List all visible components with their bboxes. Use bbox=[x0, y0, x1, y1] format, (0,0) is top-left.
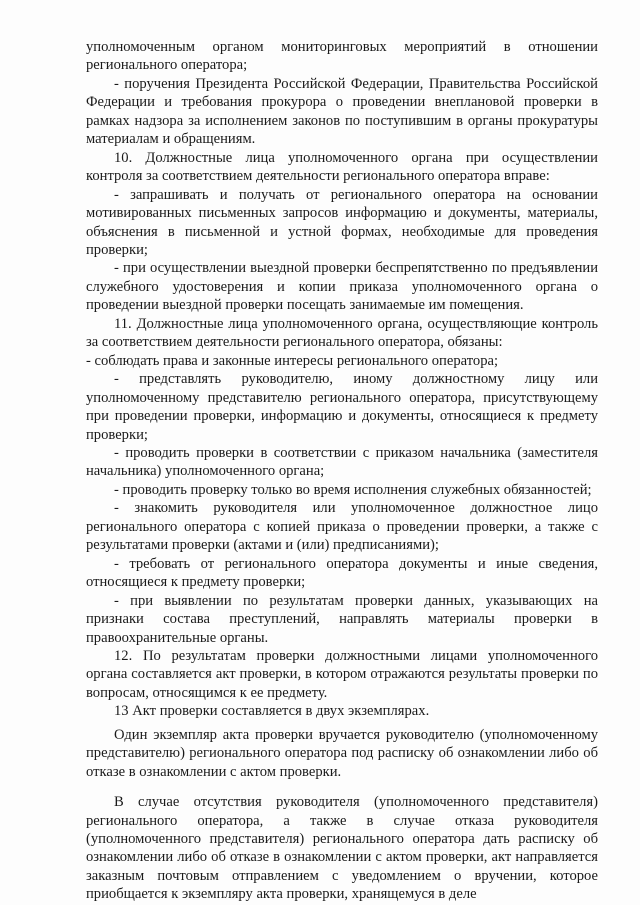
paragraph-list-item: - знакомить руководителя или уполномоченное должностное лицо регионального оператора с копией приказа о проведении проверки, а также с результатами проверки (актами и (или) предписаниями); bbox=[86, 500, 598, 554]
paragraph-list-item: - при выявлении по результатам проверки данных, указывающих на признаки состава преступлений, направлять материалы проверки в правоохранительные органы. bbox=[86, 592, 598, 646]
paragraph-act-absence: В случае отсутствия руководителя (уполномоченного представителя) регионального оператора, а также в случае отказа руководителя (уполномоченного представителя) регионального оператора дать расписку об ознакомлении либо об отказе в ознакомлении с актом проверки, акт направляется заказным почтовым отправлением с уведомлением о вручении, которое приобщается к экземпляру акта проверки, хранящемуся в деле bbox=[86, 794, 598, 903]
paragraph-list-item: - проводить проверки в соответствии с приказом начальника (заместителя начальника) уполномоченного органа; bbox=[86, 444, 598, 480]
paragraph-list-item: - представлять руководителю, иному должностному лицу или уполномоченному представителю регионального оператора, присутствующему при проведении проверки, информацию и документы, относящиеся к предмету проверки; bbox=[86, 371, 598, 443]
paragraph-list-item: - поручения Президента Российской Федерации, Правительства Российской Федерации и требования прокурора о проведении внеплановой проверки в рамках надзора за исполнением законов по поступившим в органы прокуратуры материалам и обращениям. bbox=[86, 75, 598, 148]
paragraph-list-item: - запрашивать и получать от регионального оператора на основании мотивированных письменных запросов информацию и документы, материалы, объяснения в письменной и устной формах, необходимые для проведения проверки; bbox=[86, 186, 598, 258]
paragraph-section-11: 11. Должностные лица уполномоченного органа, осуществляющие контроль за соответствием деятельности регионального оператора, обязаны: bbox=[86, 315, 598, 351]
paragraph-act-delivery: Один экземпляр акта проверки вручается руководителю (уполномоченному представителю) регионального оператора под расписку об ознакомлении либо об отказе в ознакомлении с актом проверки. bbox=[86, 726, 598, 780]
paragraph-continuation: уполномоченным органом мониторинговых мероприятий в отношении регионального оператора; bbox=[86, 39, 598, 74]
document-body bbox=[86, 38, 598, 904]
paragraph-section-12: 12. По результатам проверки должностными лицами уполномоченного органа составляется акт проверки, в котором отражаются результаты проверки по вопросам, относящимся к ее предмету. bbox=[86, 647, 598, 701]
paragraph-section-10: 10. Должностные лица уполномоченного органа при осуществлении контроля за соответствием деятельности регионального оператора вправе: bbox=[86, 149, 598, 185]
paragraph-list-item: - соблюдать права и законные интересы регионального оператора; bbox=[86, 352, 499, 369]
paragraph-section-13: 13 Акт проверки составляется в двух экземплярах. bbox=[114, 703, 430, 720]
paragraph-list-item: - проводить проверку только во время исполнения служебных обязанностей; bbox=[114, 481, 592, 498]
paragraph-list-item: - требовать от регионального оператора документы и иные сведения, относящиеся к предмету проверки; bbox=[86, 555, 598, 591]
paragraph-list-item: - при осуществлении выездной проверки беспрепятственно по предъявлении служебного удостоверения и копии приказа уполномоченного органа о проведении выездной проверки посещать занимаемые им помещения. bbox=[86, 260, 598, 314]
